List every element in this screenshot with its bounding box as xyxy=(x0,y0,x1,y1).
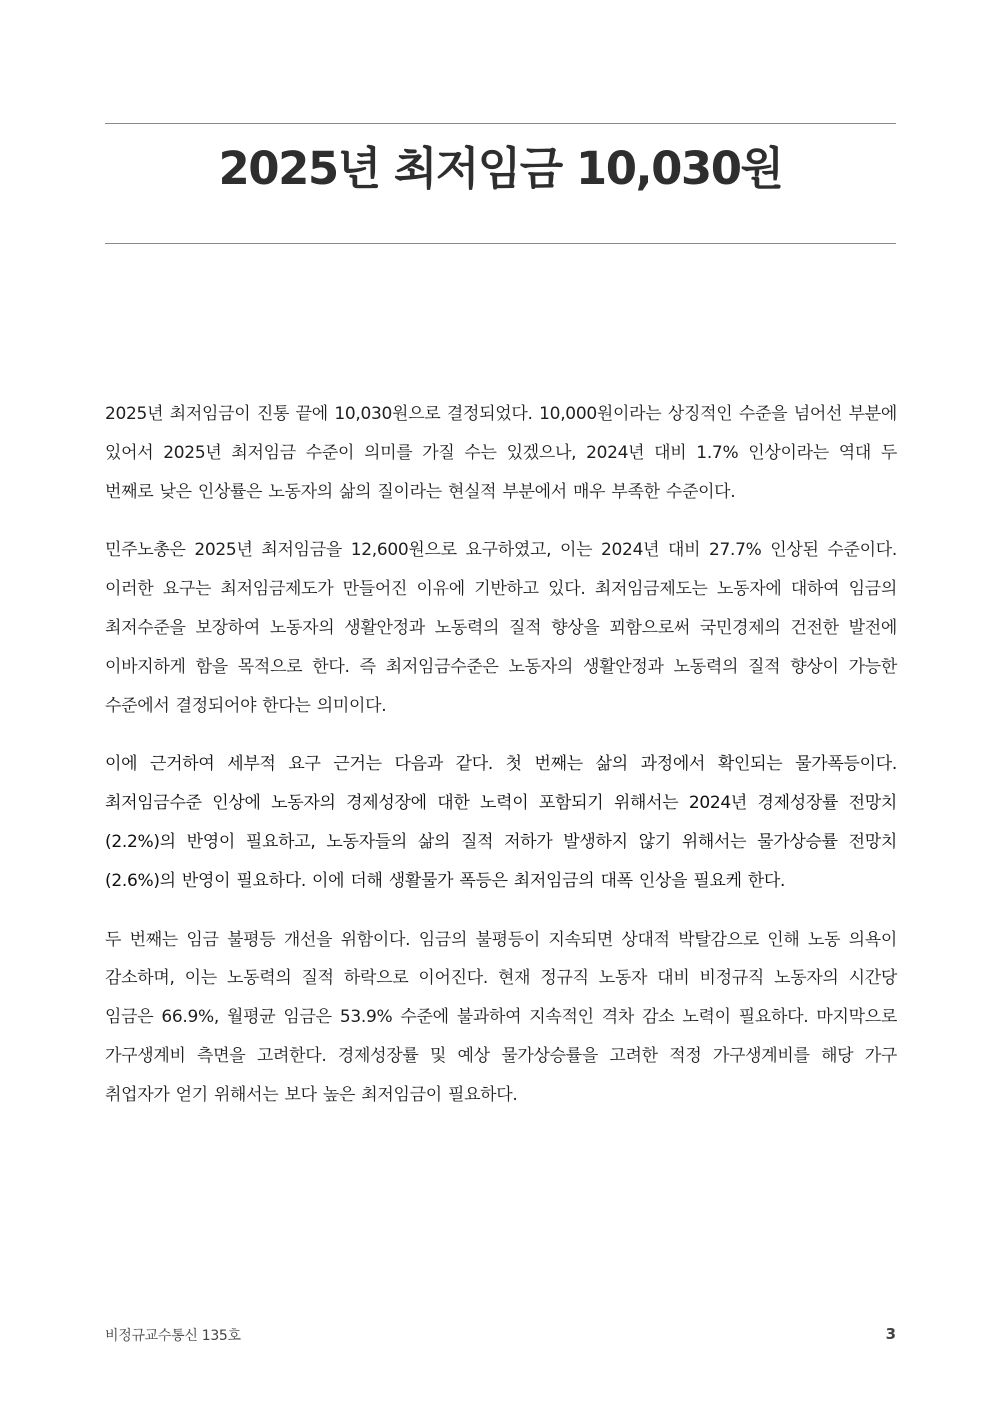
page-title: 2025년 최저임금 10,030원 xyxy=(218,142,783,195)
footer-publication: 비정규교수통신 135호 xyxy=(105,1328,241,1344)
title-bottom-rule xyxy=(105,243,896,244)
paragraph-2: 민주노총은 2025년 최저임금을 12,600원으로 요구하였고, 이는 2024년 대비 27.7% 인상된 수준이다. 이러한 요구는 최저임금제도가 만들어진 이유에 기반하고 있다. 최저임금제도는 노동자에 대하여 임금의 최저수준을 보장하여 노동자의 생활안정과 노동력의 질적 향상을 꾀함으로써 국민경제의 건전한 발전에 이바지하게 함을 목적으로 한다. 즉 최저임금수준은 노동자의 생활안정과 노동력의 질적 향상이 가능한 수준에서 결정되어야 한다는 의미이다. xyxy=(105,540,897,716)
paragraph-1: 2025년 최저임금이 진통 끝에 10,030원으로 결정되었다. 10,000원이라는 상징적인 수준을 넘어선 부분에 있어서 2025년 최저임금 수준이 의미를 가질 수는 있겠으나, 2024년 대비 1.7% 인상이라는 역대 두 번째로 낮은 인상률은 노동자의 삶의 질이라는 현실적 부분에서 매우 부족한 수준이다. xyxy=(105,404,897,502)
article-body xyxy=(105,395,897,1135)
page-number: 3 xyxy=(885,1325,896,1343)
paragraph-3: 이에 근거하여 세부적 요구 근거는 다음과 같다. 첫 번째는 삶의 과정에서 확인되는 물가폭등이다. 최저임금수준 인상에 노동자의 경제성장에 대한 노력이 포함되기 위해서는 2024년 경제성장률 전망치(2.2%)의 반영이 필요하고, 노동자들의 삶의 질적 저하가 발생하지 않기 위해서는 물가상승률 전망치(2.6%)의 반영이 필요하다. 이에 더해 생활물가 폭등은 최저임금의 대폭 인상을 필요케 한다. xyxy=(105,754,897,891)
paragraph-4: 두 번째는 임금 불평등 개선을 위함이다. 임금의 불평등이 지속되면 상대적 박탈감으로 인해 노동 의욕이 감소하며, 이는 노동력의 질적 하락으로 이어진다. 현재 정규직 노동자 대비 비정규직 노동자의 시간당 임금은 66.9%, 월평균 임금은 53.9% 수준에 불과하여 지속적인 격차 감소 노력이 필요하다. 마지막으로 가구생계비 측면을 고려한다. 경제성장률 및 예상 물가상승률을 고려한 적정 가구생계비를 해당 가구 취업자가 얻기 위해서는 보다 높은 최저임금이 필요하다. xyxy=(105,929,897,1105)
title-top-rule xyxy=(105,123,896,124)
